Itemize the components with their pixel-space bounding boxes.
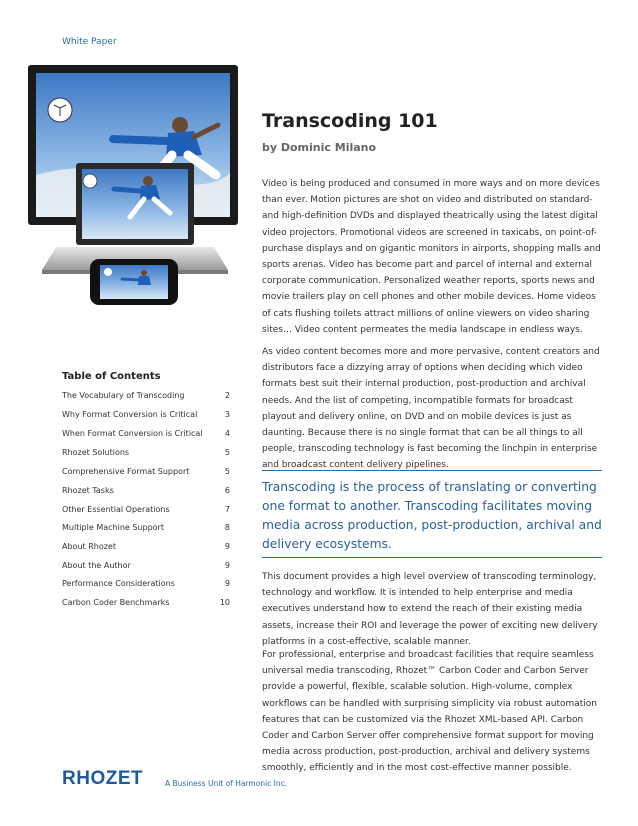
toc-item-page: 9 — [224, 561, 230, 570]
pull-quote-bottom-rule — [262, 557, 602, 558]
toc-item-page: 4 — [224, 429, 230, 438]
toc-item-title: About Rhozet — [62, 542, 116, 551]
toc-item[interactable] — [62, 448, 230, 462]
toc-item-title: Why Format Conversion is Critical — [62, 410, 198, 419]
article-title: Transcoding 101 — [262, 110, 438, 132]
toc-item-page: 6 — [224, 486, 230, 495]
toc-item[interactable] — [62, 467, 230, 481]
toc-item-title: The Vocabulary of Transcoding — [62, 391, 185, 400]
toc-item[interactable] — [62, 598, 230, 612]
toc-item[interactable] — [62, 542, 230, 556]
devices-illustration — [28, 65, 238, 310]
body-paragraph: For professional, enterprise and broadcast facilities that require seamless universal media transcoding, Rhozet™ Carbon Coder and Carbon Server provide a powerful, flexible, scalable solution. High-volume, complex workflows can be handled with surprising simplicity via robust automation features that can be customized via the Rhozet XML-based API. Carbon Coder and Carbon Server offer comprehensive format support for moving media across production, post-production, archival and delivery systems smoothly, efficiently and in the most cost-effective manner possible. — [262, 650, 597, 774]
company-tagline: A Business Unit of Harmonic Inc. — [165, 779, 288, 788]
pull-quote: Transcoding is the process of translating or converting one format to another. Transcoding facilitates moving media across production, post-production, archival and delivery ecosystems. — [262, 480, 602, 551]
toc-item-page: 10 — [219, 598, 230, 607]
toc-item[interactable] — [62, 391, 230, 405]
toc-item-page: 9 — [224, 542, 230, 551]
toc-heading: Table of Contents — [62, 371, 161, 382]
toc-item[interactable] — [62, 561, 230, 575]
phone-icon — [90, 259, 178, 305]
toc-item[interactable] — [62, 410, 230, 424]
toc-item-page: 9 — [224, 579, 230, 588]
pull-quote-top-rule — [262, 470, 602, 471]
toc-item-title: Rhozet Tasks — [62, 486, 114, 495]
toc-item-page: 8 — [224, 523, 230, 532]
toc-item-page: 7 — [224, 505, 230, 514]
toc-item-title: Performance Considerations — [62, 579, 175, 588]
toc-item-page: 3 — [224, 410, 230, 419]
intro-paragraph: Video is being produced and consumed in more ways and on more devices than ever. Motion pictures are shot on video and distributed on standard- and high-definition DVDs and displayed theatrically using the latest digital video projectors. Promotional videos are screened in taxicabs, on point-of-purchase displays and on gigantic monitors in airports, shopping malls and sports arenas. Video has become part and parcel of internal and external corporate communication. Personalized weather reports, sports news and movie trailers play on cell phones and other mobile devices. Home videos of cats flushing toilets attract millions of online viewers on video sharing sites… Video content permeates the media landscape in endless ways. — [262, 179, 601, 335]
toc-item-title: When Format Conversion is Critical — [62, 429, 203, 438]
toc-item-title: Multiple Machine Support — [62, 523, 164, 532]
document-type-label: White Paper — [62, 37, 117, 47]
author-byline: by Dominic Milano — [262, 141, 377, 154]
toc-item[interactable] — [62, 429, 230, 443]
toc-item[interactable] — [62, 523, 230, 537]
toc-item-title: Comprehensive Format Support — [62, 467, 190, 476]
toc-item-title: Other Essential Operations — [62, 505, 170, 514]
toc-item-page: 2 — [224, 391, 230, 400]
rhozet-logo: RHOZET — [62, 768, 144, 789]
toc-item-title: Rhozet Solutions — [62, 448, 130, 457]
body-paragraph: This document provides a high level overview of transcoding terminology, technology and workflow. It is intended to help enterprise and media executives understand how to extend the reach of their existing media assets, increase their ROI and leverage the power of exciting new delivery platforms in a cost-effective, scalable manner. — [262, 572, 598, 647]
toc-item-page: 5 — [224, 448, 230, 457]
toc-item-title: Carbon Coder Benchmarks — [62, 598, 170, 607]
body-paragraph: As video content becomes more and more pervasive, content creators and distributors face a dizzying array of options when deciding which video formats best suit their internal production, post-production and archival needs. And the list of competing, incompatible formats for broadcast playout and delivery online, on DVD and on mobile devices is just as daunting. Because there is no single format that can be all things to all people, transcoding technology is fast becoming the linchpin in enterprise and broadcast content delivery pipelines. — [262, 347, 600, 471]
toc-item[interactable] — [62, 579, 230, 593]
toc-item[interactable] — [62, 486, 230, 500]
toc-item-title: About the Author — [62, 561, 131, 570]
toc-item-page: 5 — [224, 467, 230, 476]
toc-item[interactable] — [62, 505, 230, 519]
